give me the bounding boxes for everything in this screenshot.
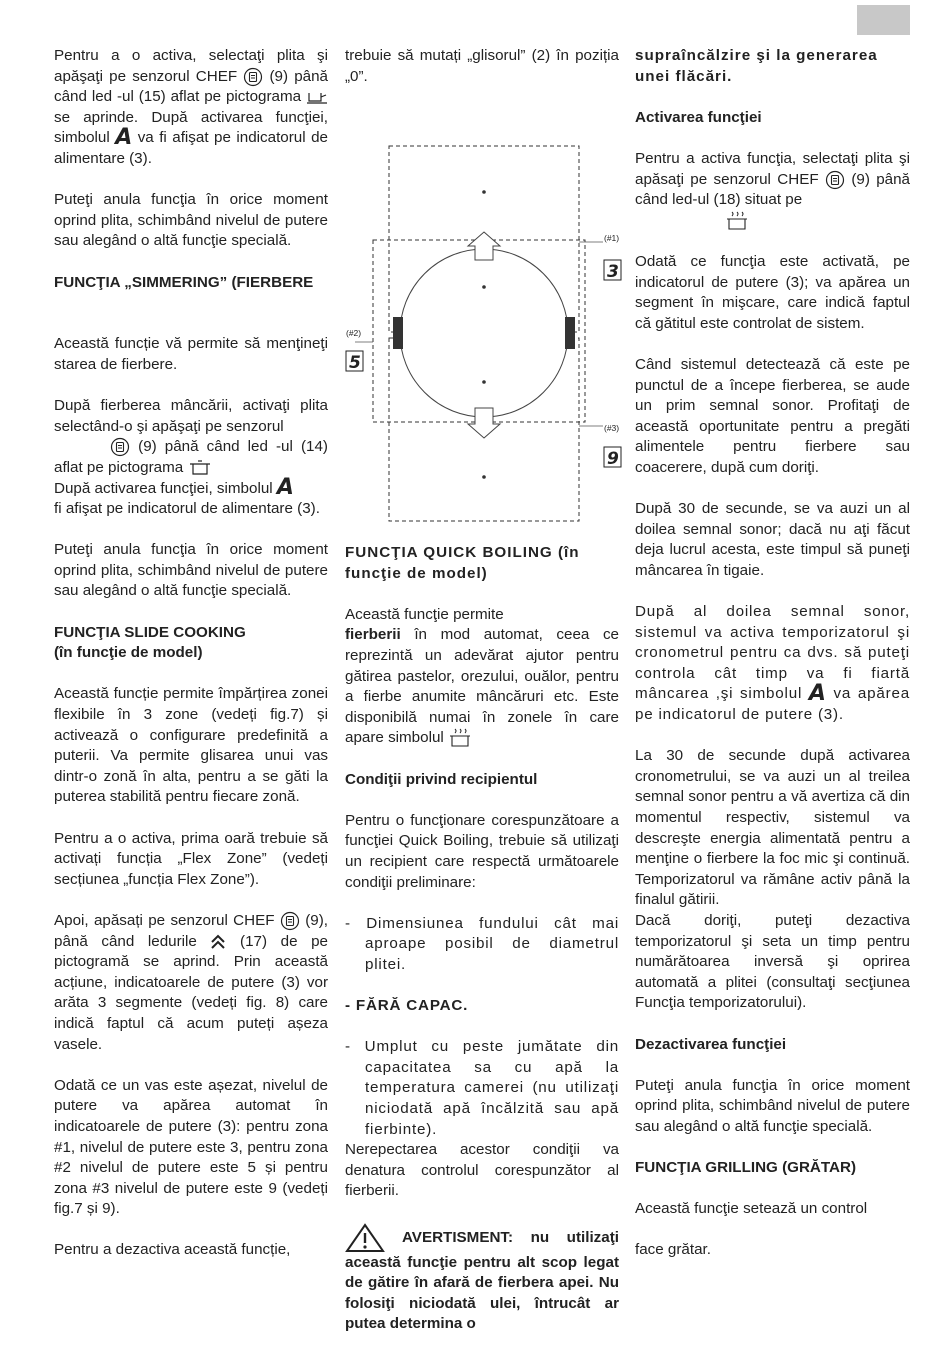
column-2 [345,46,619,108]
zone-3-level: 9 [607,449,619,469]
section-heading: Condiţii privind recipientul [345,770,538,788]
paragraph: Pentru a dezactiva această funcție, [54,1241,291,1259]
paragraph: supraîncălzire şi la generarea unei flăcări. [635,47,878,85]
paragraph: Odată ce un vas este așezat, nivelul de putere va apărea automat în indicatoarele de putere (3): pentru zona #1, nivelul de putere este 3, pentru zona #2 nivelul de putere este 5 și pentru zona #3 nivelul de putere este 9 (vedeți fig.7 și 9). [54,1076,328,1218]
paragraph: După al doilea semnal sonor, sistemul va activa temporizatorul şi cronometrul pentru ca dvs. să puteţi controla cât timp va fi fiartă mâncarea ,şi simbolul A va apărea pe indicatorul de putere (3). [635,603,910,724]
zone-1-label: (#1) [604,233,620,243]
zone-dot [482,190,486,194]
chef-sensor-icon [110,437,130,457]
paragraph: Această funcție vă permite să menţineţi starea de fierbere. [54,335,328,373]
paragraph: Odată ce funcţia este activată, pe indicatorul de putere (3); va apărea un segment în mişcare, care indică faptul că gătitul este controlat de sistem. [635,252,910,332]
list-item: - FĂRĂ CAPAC. [345,997,469,1015]
display-a-symbol: A [808,681,827,707]
display-a-symbol: A [276,475,294,501]
paragraph: trebuie să mutați „glisorul” (2) în poziția „0”. [345,47,619,85]
zone-dot [482,475,486,479]
zone-dot [482,380,486,384]
zone-2-label: (#2) [346,328,362,338]
section-heading: Activarea funcţiei [635,108,762,126]
chef-sensor-icon [825,170,845,190]
page-tab-marker [857,5,910,35]
paragraph: Dacă doriţi, puteţi dezactiva temporizatorul şi seta un timp pentru numărătoarea inversă şi oprirea automată a plitei (consultaţi secţiunea Funcţia temporizatorului). [635,911,910,1012]
paragraph: Această funcţie permite fierberii în mod automat, ceea ce reprezintă un adevărat ajutor pentru gătirea pastelor, orezului, ouălor, pentru a fierbe anumite mâncăruri etc. Este disponibilă numai în zonele în care apare simbolul [345,605,619,747]
section-heading: FUNCŢIA SLIDE COOKING (în funcţie de model) [54,623,246,662]
column-2-lower [345,543,619,1356]
slider-right [565,317,575,349]
slider-left [393,317,403,349]
quick-boil-pot-icon [448,728,472,748]
double-chevron-up-icon [210,934,226,950]
section-heading: FUNCŢIA „SIMMERING” (FIERBERE [54,273,314,291]
warning-triangle-icon [345,1223,385,1253]
warning-paragraph: AVERTISMENT: nu utilizaţi această funcţie pentru alt scop legat de gătire în afară de fierbera apei. Nu folosiţi niciodată ulei, întrucât ar putea determina o [345,1223,619,1335]
paragraph: Această funcţie setează un control [635,1200,868,1218]
paragraph: Pentru a o activa, selectaţi plita şi apăşaţi pe senzorul CHEF (9) până când led -ul (15) aflat pe pictograma se aprinde. După activarea funcţiei, simbolul A va fi afişat pe indicatorul de alimentare (3). [54,47,328,167]
paragraph: La 30 de secunde după activarea cronometrului, se va auzi un al treilea semnal sonor pentru a vă avertiza că din momentul respectiv, sistemul va descreşte energia alimentată pentru a menţine o fierbere la foc mic şi continuă. Temporizatorul va rămâne activ până la finalul gătirii. [635,747,910,909]
paragraph: După fierberea mâncării, activaţi plita selectând-o şi apăşaţi pe senzorul (9) până când led -ul (14) aflat pe pictograma După activarea funcţiei, simbolul A fi afişat pe indicatorul de alimentare (3). [54,397,328,518]
section-heading: FUNCŢIA GRILLING (GRĂTAR) [635,1159,857,1177]
column-1 [54,46,328,1282]
paragraph: Puteţi anula funcţia în orice moment oprind plita, schimbând nivelul de putere sau alegând o altă funcţie specială. [54,541,328,600]
section-heading: Dezactivarea funcţiei [635,1035,787,1053]
paragraph: Pentru o funcţionare corespunzătoare a funcţiei Quick Boiling, trebuie să utilizaţi un recipient care respectă următoarele condiţii preliminare: [345,811,619,891]
paragraph: Când sistemul detectează că este pe punctul de a începe fierberea, se aude un prim semnal sonor. Profitaţi de această oportunitate pentru a pregăti alimentele pentru fierbere sau coacerere, după cum doriţi. [635,355,910,476]
paragraph: Puteţi anula funcţia în orice moment oprind plita, schimbând nivelul de putere sau alegând o altă funcţie specială. [54,191,328,250]
paragraph: Pentru a o activa, prima oară trebuie să activați funcția „Flex Zone” (vedeți secțiunea „funcția Flex Zone”). [54,829,328,888]
zone-dot [482,285,486,289]
column-3 [635,46,910,1282]
slide-cooking-zone-diagram [345,140,625,530]
zone-2-level: 5 [349,353,361,373]
paragraph: Nerepectarea acestor condiţii va denatura controlul corespunzător al fierberii. [345,1141,619,1200]
quick-boil-pot-icon [725,211,749,231]
paragraph: Puteţi anula funcţia în orice moment oprind plita, schimbând nivelul de putere sau alegând o altă funcţie specială. [635,1076,910,1135]
paragraph: Pentru a activa funcţia, selectaţi plita şi apăsaţi pe senzorul CHEF (9) până când led-ul (18) situat pe [635,149,910,231]
pot-icon [187,459,213,477]
list-item: - Umplut cu peste jumătate din capacitatea sa cu apă la temperatura camerei (nu utilizaţi niciodată apă încălzită sau apă fierbinte). [345,1038,619,1138]
zone-3-label: (#3) [604,423,620,433]
display-a-symbol: A [115,125,133,151]
list-item: - Dimensiunea fundului cât mai aproape posibil de diametrul plitei. [345,914,619,973]
cooking-zone-circle [400,249,568,417]
paragraph: Această funcție permite împărțirea zonei flexibile în 3 zone (vedeți fig.7) și activează o configurare predefinită a puterii. Va permite glisarea unui vas dintr-o zonă în alta, pentru a se găti la puterea stabilită pentru fiecare zonă. [54,685,328,806]
paragraph: face grătar. [635,1241,711,1259]
chef-sensor-icon [280,911,300,931]
chef-sensor-icon [243,67,263,87]
pot-on-stand-icon [306,89,328,105]
paragraph: Apoi, apăsați pe senzorul CHEF (9), până când ledurile (17) de pe pictogramă se aprind. Prin această acțiune, indicatoarele de putere (3) vor arăta 3 segmente (vedeți fig. 8) care indică faptul că acum puteți așeza vasele. [54,911,328,1053]
zone-1-level: 3 [607,262,619,282]
paragraph: După 30 de secunde, se va auzi un al doilea semnal sonor; dacă nu aţi făcut deja lucrul acesta, este timpul să puneţi mâncarea în tigaie. [635,500,910,579]
section-heading: FUNCŢIA QUICK BOILING (în funcţie de model) [345,544,580,582]
